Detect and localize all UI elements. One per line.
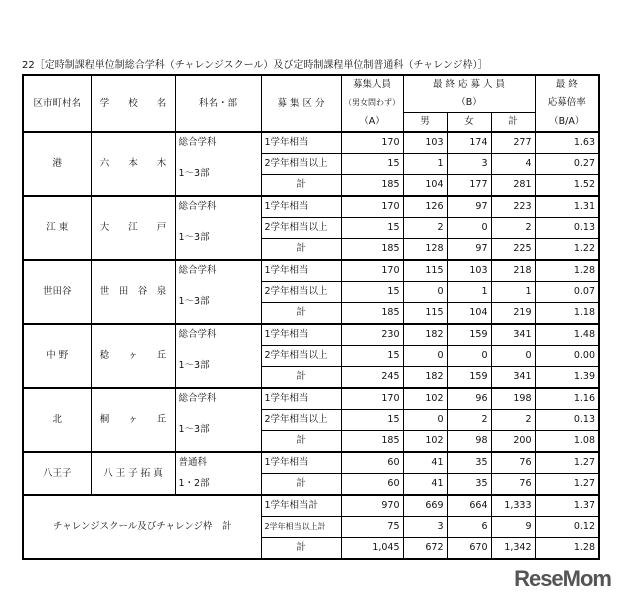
- school-cell: 大 江 戸: [91, 196, 175, 260]
- header-ratio-2: 応募倍率: [535, 94, 599, 113]
- category-cell: 計: [261, 303, 341, 325]
- male-cell: 182: [403, 367, 447, 389]
- total-cell: 1,342: [491, 538, 535, 560]
- male-cell: 672: [403, 538, 447, 560]
- header-ratio-ba: （B/A）: [535, 113, 599, 133]
- category-cell: 2学年相当以上: [261, 346, 341, 367]
- female-cell: 177: [447, 175, 491, 197]
- quota-cell: 15: [341, 410, 403, 431]
- ratio-cell: 1.63: [535, 132, 599, 154]
- total-cell: 76: [491, 474, 535, 496]
- table-row: [23, 260, 599, 282]
- quota-cell: 15: [341, 154, 403, 175]
- female-cell: 103: [447, 260, 491, 282]
- category-cell: 計: [261, 538, 341, 560]
- dept-cell: 普通科: [175, 452, 261, 474]
- male-cell: 0: [403, 410, 447, 431]
- ward-cell: 江 東: [23, 196, 91, 260]
- ratio-cell: 1.16: [535, 388, 599, 410]
- category-cell: 2学年相当以上: [261, 154, 341, 175]
- grand-total-label: チャレンジスクール及びチャレンジ枠 計: [23, 495, 261, 559]
- female-cell: 2: [447, 410, 491, 431]
- ratio-cell: 1.31: [535, 196, 599, 218]
- female-cell: 0: [447, 346, 491, 367]
- quota-cell: 185: [341, 175, 403, 197]
- female-cell: 97: [447, 239, 491, 261]
- female-cell: 1: [447, 282, 491, 303]
- ratio-cell: 1.37: [535, 495, 599, 517]
- header-male: 男: [403, 113, 447, 133]
- category-cell: 計: [261, 239, 341, 261]
- ratio-cell: 0.00: [535, 346, 599, 367]
- quota-cell: 170: [341, 196, 403, 218]
- male-cell: 669: [403, 495, 447, 517]
- quota-cell: 60: [341, 452, 403, 474]
- table-title: 22［定時制課程単位制総合学科（チャレンジスクール）及び定時制課程単位制普通科（チャレンジ枠）］: [22, 60, 488, 71]
- ratio-cell: 0.13: [535, 410, 599, 431]
- header-quota-a: （A）: [341, 113, 403, 133]
- total-cell: 223: [491, 196, 535, 218]
- total-cell: 225: [491, 239, 535, 261]
- total-cell: 219: [491, 303, 535, 325]
- total-cell: 1: [491, 282, 535, 303]
- category-cell: 1学年相当: [261, 388, 341, 410]
- table-row: [23, 324, 599, 346]
- ratio-cell: 1.52: [535, 175, 599, 197]
- male-cell: 0: [403, 346, 447, 367]
- total-cell: 2: [491, 410, 535, 431]
- ward-cell: 世田谷: [23, 260, 91, 324]
- quota-cell: 185: [341, 303, 403, 325]
- category-cell: 計: [261, 474, 341, 496]
- quota-cell: 75: [341, 517, 403, 538]
- female-cell: 174: [447, 132, 491, 154]
- category-cell: 1学年相当: [261, 324, 341, 346]
- total-cell: 2: [491, 218, 535, 239]
- header-ward: 区市町村名: [33, 97, 81, 109]
- total-cell: 198: [491, 388, 535, 410]
- dept-cell: 総合学科: [175, 260, 261, 282]
- total-cell: 341: [491, 367, 535, 389]
- dept-cell: 総合学科: [175, 196, 261, 218]
- ratio-cell: 0.07: [535, 282, 599, 303]
- total-cell: 9: [491, 517, 535, 538]
- ward-cell: 中 野: [23, 324, 91, 388]
- category-cell: 計: [261, 367, 341, 389]
- category-cell: 1学年相当: [261, 452, 341, 474]
- female-cell: 159: [447, 367, 491, 389]
- header-applicants: 最 終 応 募 人 員: [403, 75, 535, 94]
- female-cell: 96: [447, 388, 491, 410]
- header-applicants-b: （B）: [403, 94, 535, 113]
- quota-cell: 60: [341, 474, 403, 496]
- female-cell: 97: [447, 196, 491, 218]
- male-cell: 1: [403, 154, 447, 175]
- female-cell: 6: [447, 517, 491, 538]
- table-row: [23, 495, 599, 517]
- header-ratio: 最 終: [535, 75, 599, 94]
- male-cell: 103: [403, 132, 447, 154]
- ratio-cell: 0.12: [535, 517, 599, 538]
- quota-cell: 970: [341, 495, 403, 517]
- part-cell: 1～3部: [175, 346, 261, 389]
- category-cell: 1学年相当: [261, 196, 341, 218]
- part-cell: 1～3部: [175, 154, 261, 197]
- category-cell: 計: [261, 175, 341, 197]
- total-cell: 200: [491, 431, 535, 453]
- part-cell: 1～3部: [175, 282, 261, 325]
- part-cell: 1～3部: [175, 410, 261, 453]
- ward-cell: 八王子: [23, 452, 91, 495]
- female-cell: 159: [447, 324, 491, 346]
- male-cell: 41: [403, 474, 447, 496]
- part-cell: 1～3部: [175, 218, 261, 261]
- male-cell: 115: [403, 303, 447, 325]
- category-cell: 1学年相当計: [261, 495, 341, 517]
- total-cell: 0: [491, 346, 535, 367]
- male-cell: 104: [403, 175, 447, 197]
- female-cell: 0: [447, 218, 491, 239]
- total-cell: 218: [491, 260, 535, 282]
- male-cell: 128: [403, 239, 447, 261]
- school-cell: 六 本 木: [91, 132, 175, 196]
- table-row: [23, 388, 599, 410]
- male-cell: 3: [403, 517, 447, 538]
- category-cell: 計: [261, 431, 341, 453]
- header-quota-note: （男女問わず）: [341, 94, 403, 113]
- ratio-cell: 1.27: [535, 452, 599, 474]
- quota-cell: 170: [341, 132, 403, 154]
- school-cell: 八 王 子 拓 真: [91, 452, 175, 495]
- ratio-cell: 1.28: [535, 538, 599, 560]
- table-row: [23, 132, 599, 154]
- quota-cell: 230: [341, 324, 403, 346]
- ratio-cell: 1.39: [535, 367, 599, 389]
- female-cell: 35: [447, 452, 491, 474]
- male-cell: 41: [403, 452, 447, 474]
- quota-cell: 15: [341, 218, 403, 239]
- ratio-cell: 1.48: [535, 324, 599, 346]
- quota-cell: 185: [341, 239, 403, 261]
- total-cell: 76: [491, 452, 535, 474]
- ratio-cell: 0.13: [535, 218, 599, 239]
- table-row: [23, 452, 599, 474]
- header-school: 学 校 名: [91, 75, 175, 132]
- total-cell: 1,333: [491, 495, 535, 517]
- ratio-cell: 1.27: [535, 474, 599, 496]
- ratio-cell: 1.08: [535, 431, 599, 453]
- table-row: [23, 196, 599, 218]
- part-cell: 1・2部: [175, 474, 261, 496]
- male-cell: 126: [403, 196, 447, 218]
- total-cell: 341: [491, 324, 535, 346]
- dept-cell: 総合学科: [175, 388, 261, 410]
- ratio-cell: 1.28: [535, 260, 599, 282]
- dept-cell: 総合学科: [175, 132, 261, 154]
- school-cell: 世 田 谷 泉: [91, 260, 175, 324]
- ward-cell: 港: [23, 132, 91, 196]
- female-cell: 3: [447, 154, 491, 175]
- ratio-cell: 1.18: [535, 303, 599, 325]
- total-cell: 277: [491, 132, 535, 154]
- female-cell: 104: [447, 303, 491, 325]
- applicants-table: [22, 74, 600, 560]
- category-cell: 2学年相当以上計: [261, 517, 341, 538]
- category-cell: 2学年相当以上: [261, 218, 341, 239]
- female-cell: 664: [447, 495, 491, 517]
- male-cell: 2: [403, 218, 447, 239]
- ratio-cell: 0.27: [535, 154, 599, 175]
- ward-cell: 北: [23, 388, 91, 452]
- category-cell: 1学年相当: [261, 132, 341, 154]
- female-cell: 35: [447, 474, 491, 496]
- quota-cell: 1,045: [341, 538, 403, 560]
- male-cell: 102: [403, 388, 447, 410]
- quota-cell: 185: [341, 431, 403, 453]
- quota-cell: 170: [341, 260, 403, 282]
- female-cell: 98: [447, 431, 491, 453]
- school-cell: 桐 ヶ 丘: [91, 388, 175, 452]
- total-cell: 4: [491, 154, 535, 175]
- male-cell: 115: [403, 260, 447, 282]
- male-cell: 0: [403, 282, 447, 303]
- dept-cell: 総合学科: [175, 324, 261, 346]
- quota-cell: 15: [341, 282, 403, 303]
- quota-cell: 170: [341, 388, 403, 410]
- male-cell: 102: [403, 431, 447, 453]
- quota-cell: 245: [341, 367, 403, 389]
- total-cell: 281: [491, 175, 535, 197]
- category-cell: 1学年相当: [261, 260, 341, 282]
- ratio-cell: 1.22: [535, 239, 599, 261]
- header-female: 女: [447, 113, 491, 133]
- female-cell: 670: [447, 538, 491, 560]
- header-quota: 募集人員: [341, 75, 403, 94]
- resemom-logo: ReseMom: [514, 566, 611, 591]
- header-dept: 科名・部: [175, 75, 261, 132]
- header-category: 募 集 区 分: [261, 75, 341, 132]
- school-cell: 稔 ヶ 丘: [91, 324, 175, 388]
- category-cell: 2学年相当以上: [261, 282, 341, 303]
- category-cell: 2学年相当以上: [261, 410, 341, 431]
- quota-cell: 15: [341, 346, 403, 367]
- header-total: 計: [491, 113, 535, 133]
- male-cell: 182: [403, 324, 447, 346]
